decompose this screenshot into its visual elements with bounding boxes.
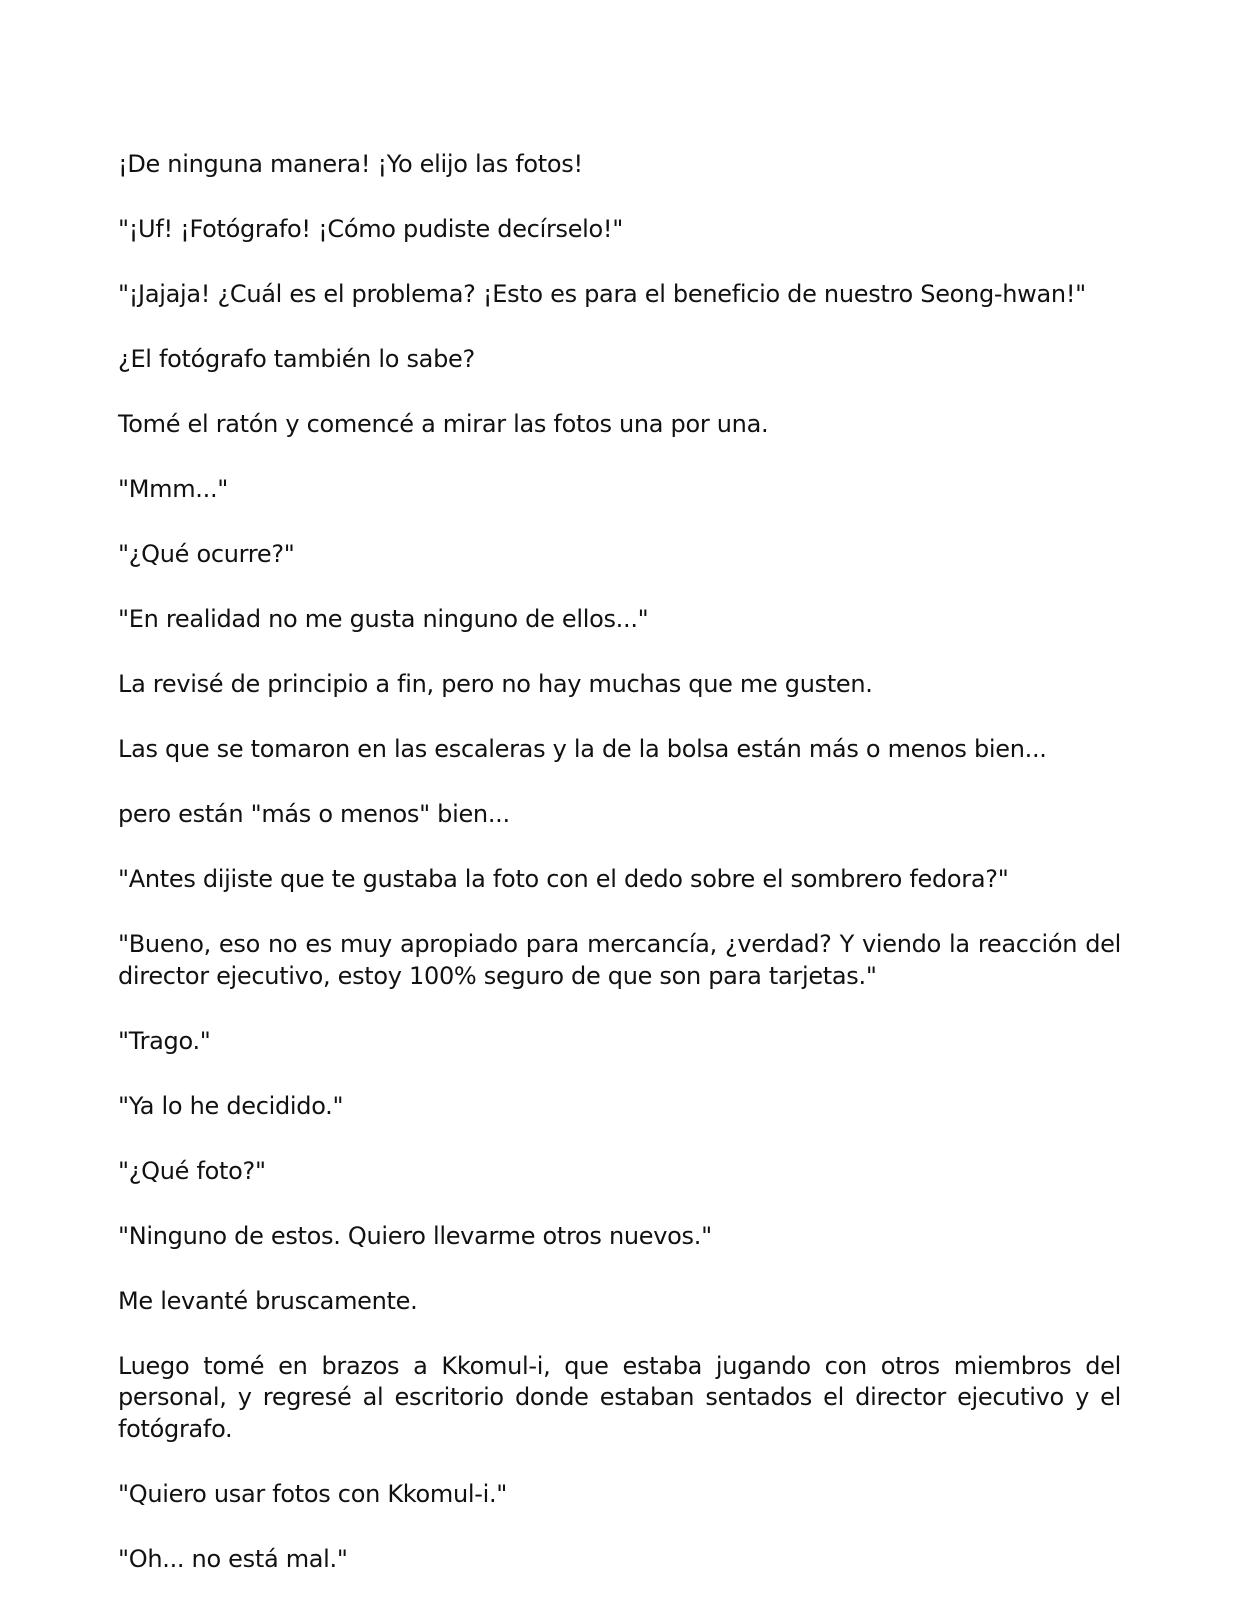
paragraph: Me levanté bruscamente. bbox=[118, 1286, 418, 1315]
paragraph: "Bueno, eso no es muy apropiado para mercancía, ¿verdad? Y viendo la reacción del director ejecutivo, estoy 100% seguro de que son para tarjetas." bbox=[118, 930, 1121, 990]
paragraph: "Antes dijiste que te gustaba la foto con el dedo sobre el sombrero fedora?" bbox=[118, 865, 1009, 893]
paragraph: "Oh... no está mal." bbox=[118, 1544, 348, 1573]
paragraph: "Trago." bbox=[118, 1026, 211, 1055]
paragraph: "¡Uf! ¡Fotógrafo! ¡Cómo pudiste decírselo!" bbox=[118, 215, 623, 243]
paragraph: Luego tomé en brazos a Kkomul-i, que estaba jugando con otros miembros del personal, y regresé al escritorio donde estaban sentados el director ejecutivo y el fotógrafo. bbox=[118, 1351, 1121, 1443]
paragraph: "¿Qué ocurre?" bbox=[118, 540, 295, 568]
paragraph: pero están "más o menos" bien... bbox=[118, 800, 510, 828]
paragraph: "Ninguno de estos. Quiero llevarme otros nuevos." bbox=[118, 1221, 712, 1250]
paragraph: "Ya lo he decidido." bbox=[118, 1091, 344, 1120]
paragraph: Las que se tomaron en las escaleras y la de la bolsa están más o menos bien... bbox=[118, 735, 1047, 763]
paragraph: "Quiero usar fotos con Kkomul-i." bbox=[118, 1479, 508, 1508]
paragraph: ¡De ninguna manera! ¡Yo elijo las fotos! bbox=[118, 150, 583, 178]
paragraph: "En realidad no me gusta ninguno de ellos..." bbox=[118, 605, 649, 633]
paragraph: "¿Qué foto?" bbox=[118, 1156, 266, 1185]
paragraph: ¿El fotógrafo también lo sabe? bbox=[118, 345, 475, 373]
paragraph: La revisé de principio a fin, pero no hay muchas que me gusten. bbox=[118, 670, 873, 698]
text-body bbox=[118, 149, 1121, 1609]
paragraph: "Mmm..." bbox=[118, 475, 229, 503]
paragraph: "¡Jajaja! ¿Cuál es el problema? ¡Esto es para el beneficio de nuestro Seong-hwan!" bbox=[118, 280, 1086, 308]
paragraph: Tomé el ratón y comencé a mirar las fotos una por una. bbox=[118, 410, 769, 438]
